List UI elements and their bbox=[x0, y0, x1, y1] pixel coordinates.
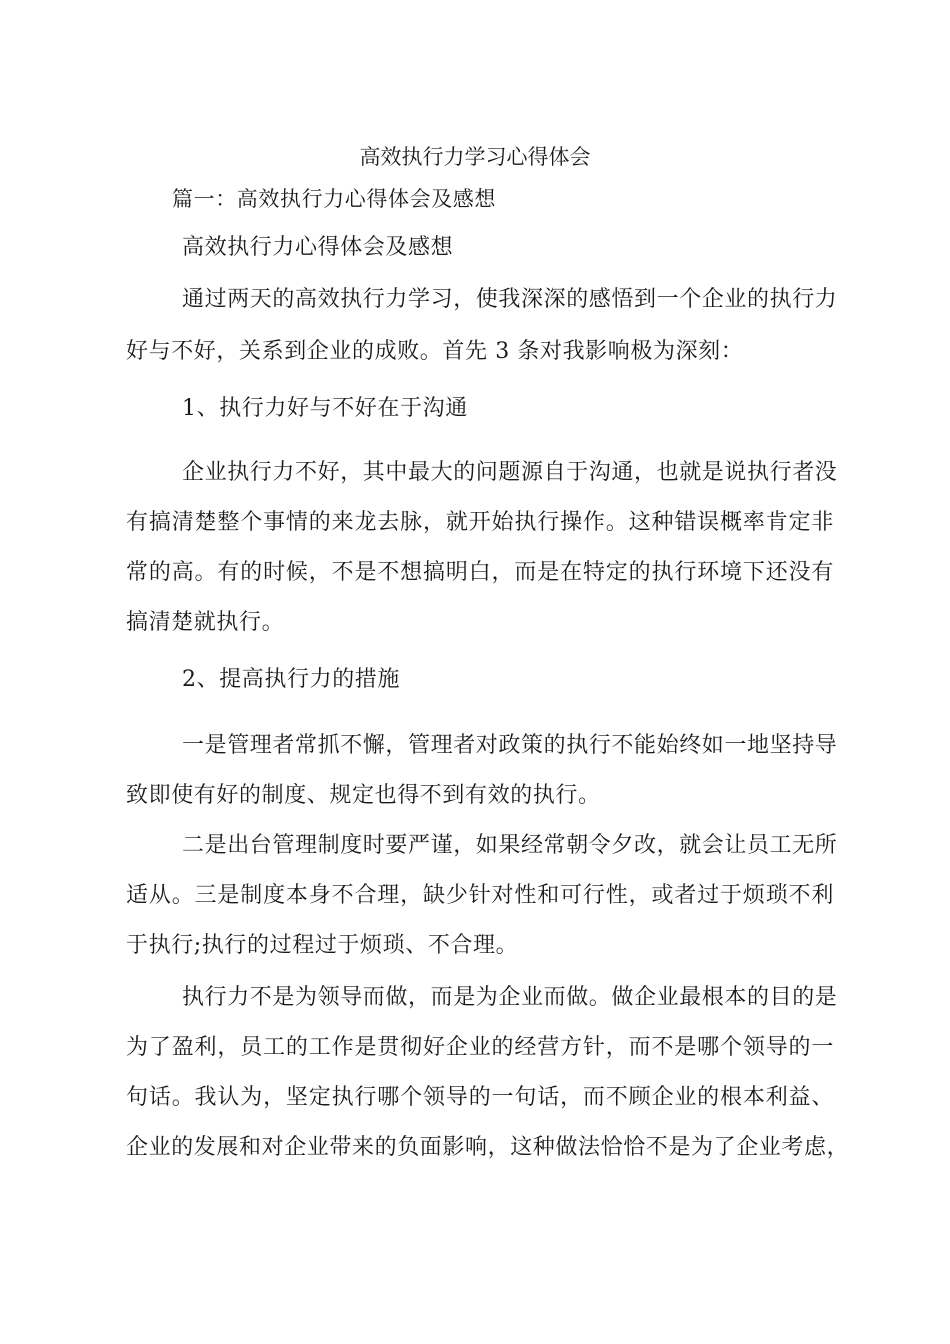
paragraph-line: 好与不好，关系到企业的成败。首先 3 条对我影响极为深刻： bbox=[126, 339, 744, 364]
subheading: 高效执行力心得体会及感想 bbox=[182, 235, 454, 260]
paragraph-line: 通过两天的高效执行力学习，使我深深的感悟到一个企业的执行力 bbox=[182, 287, 838, 312]
point-heading: 1、执行力好与不好在于沟通 bbox=[182, 396, 468, 421]
paragraph-line: 有搞清楚整个事情的来龙去脉，就开始执行操作。这种错误概率肯定非 bbox=[126, 510, 834, 535]
paragraph-line: 一是管理者常抓不懈，管理者对政策的执行不能始终如一地坚持导 bbox=[182, 733, 838, 758]
section-heading: 篇一：高效执行力心得体会及感想 bbox=[172, 187, 496, 211]
paragraph-line: 句话。我认为，坚定执行哪个领导的一句话，而不顾企业的根本利益、 bbox=[126, 1085, 834, 1110]
paragraph-line: 适从。三是制度本身不合理，缺少针对性和可行性，或者过于烦琐不利 bbox=[126, 883, 834, 908]
paragraph-line: 执行力不是为领导而做，而是为企业而做。做企业最根本的目的是 bbox=[182, 985, 838, 1010]
paragraph-line: 企业的发展和对企业带来的负面影响，这种做法恰恰不是为了企业考虑， bbox=[126, 1135, 850, 1160]
paragraph-line: 二是出台管理制度时要严谨，如果经常朝令夕改，就会让员工无所 bbox=[182, 833, 838, 858]
paragraph-line: 企业执行力不好，其中最大的问题源自于沟通，也就是说执行者没 bbox=[182, 460, 838, 485]
paragraph-line: 搞清楚就执行。 bbox=[126, 610, 285, 635]
paragraph-line: 为了盈利，员工的工作是贯彻好企业的经营方针，而不是哪个领导的一 bbox=[126, 1035, 834, 1060]
document-title: 高效执行力学习心得体会 bbox=[359, 145, 591, 169]
point-heading: 2、提高执行力的措施 bbox=[182, 667, 400, 692]
paragraph-line: 常的高。有的时候，不是不想搞明白，而是在特定的执行环境下还没有 bbox=[126, 560, 834, 585]
paragraph-line: 致即使有好的制度、规定也得不到有效的执行。 bbox=[126, 783, 601, 808]
paragraph-line: 于执行;执行的过程过于烦琐、不合理。 bbox=[126, 933, 519, 958]
